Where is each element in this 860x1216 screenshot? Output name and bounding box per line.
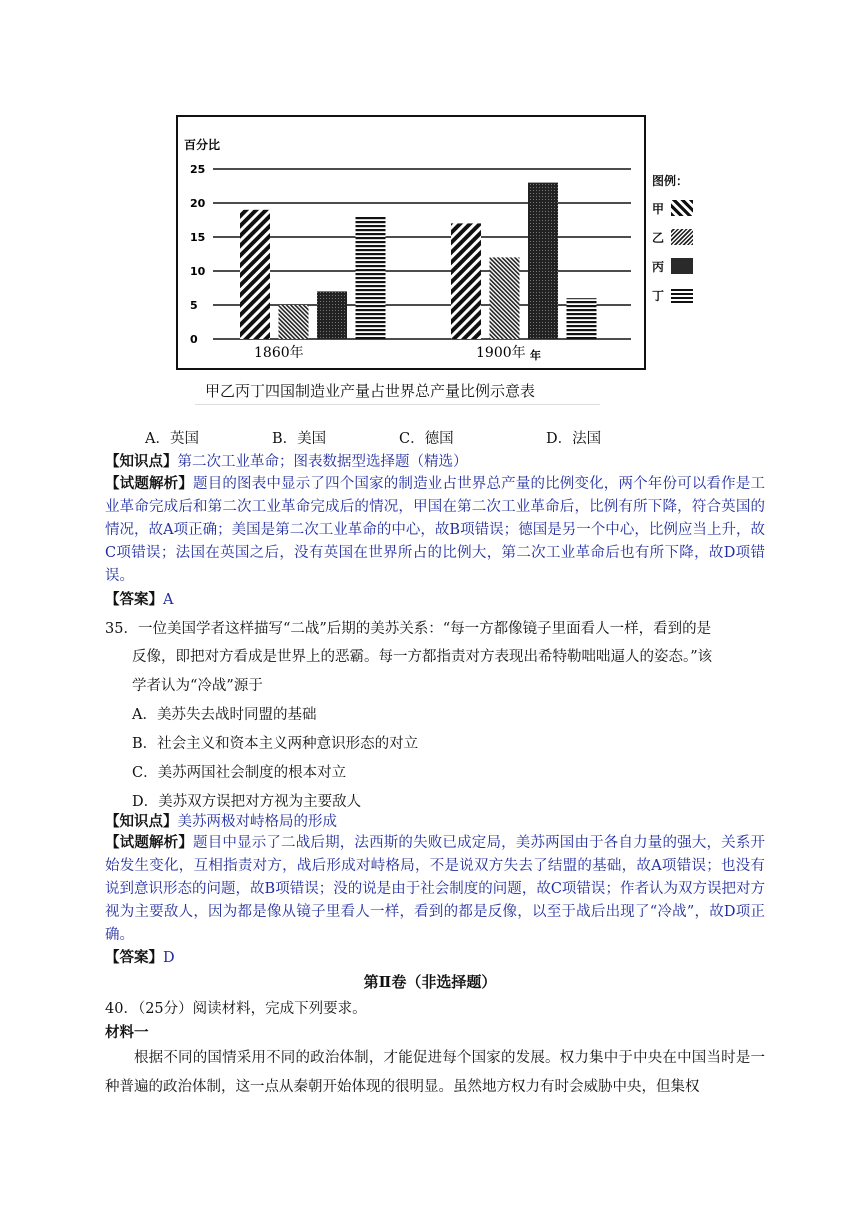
chart-caption: 甲乙丙丁四国制造业产量占世界总产量比例示意表 (205, 382, 536, 400)
bar-丙-1860年 (317, 291, 347, 339)
y-axis-label: 百分比 (184, 138, 221, 152)
q35-stem-line3: 学者认为“冷战”源于 (132, 678, 263, 694)
bar-丁-1900年 (567, 298, 597, 339)
x-category-label: 1900年 (476, 345, 526, 361)
section-title: 第Ⅱ卷（非选择题） (363, 973, 497, 991)
bar-乙-1900年 (490, 257, 520, 339)
legend-swatch (671, 229, 693, 245)
q35-option-b: B．社会主义和资本主义两种意识形态的对立 (132, 736, 419, 752)
q35-option-c: C．美苏两国社会制度的根本对立 (132, 765, 347, 781)
caption-underline (195, 404, 600, 405)
legend-swatch (671, 200, 693, 216)
y-tick-label: 10 (190, 265, 206, 278)
x-category-label: 1860年 (254, 345, 304, 361)
q35-answer: 【答案】D (105, 949, 175, 966)
q40-material: 根据不同的国情采用不同的政治体制，才能促进每个国家的发展。权力集中于中央在中国当时是一种普遍的政治体制，这一点从秦朝开始体现的很明显。虽然地方权力有时会威胁中央，但集权 (105, 1050, 765, 1095)
bar-甲-1860年 (240, 210, 270, 339)
q40-stem: 40．（25分）阅读材料，完成下列要求。 (105, 1001, 367, 1017)
q34-analysis: 【试题解析】题目的图表中显示了四个国家的制造业占世界总产量的比例变化，两个年份可以看作是工业革命完成后和第二次工业革命完成后的情况，甲国在第二次工业革命后，比例有所下降，符合英国的情况，故A项正确；美国是第二次工业革命的中心，故B项错误；德国是另一个中心，比例应当上升，故C项错误；法国在英国之后，没有英国在世界所占的比例大，第二次工业革命后也有所下降，故D项错误。 (105, 475, 766, 584)
q34-option-a: A．英国 (145, 431, 199, 447)
q35-stem-line1: 35．一位美国学者这样描写“二战”后期的美苏关系：“每一方都像镜子里面看人一样，看到的是 (105, 621, 712, 637)
legend-swatch (671, 258, 693, 274)
bar-丁-1860年 (356, 217, 386, 339)
q34-option-b: B．美国 (272, 431, 327, 447)
chart-legend (652, 172, 712, 313)
legend-item (652, 226, 712, 248)
q35-knowledge: 【知识点】美苏两极对峙格局的形成 (105, 813, 337, 830)
legend-item-label: 乙 (652, 230, 665, 245)
y-tick-label: 25 (190, 163, 206, 176)
q34-knowledge: 【知识点】第二次工业革命；图表数据型选择题（精选） (105, 453, 468, 470)
bar-甲-1900年 (451, 223, 481, 339)
y-tick-label: 15 (190, 231, 206, 244)
q34-option-d: D．法国 (546, 431, 602, 447)
legend-item-label: 丁 (652, 288, 665, 303)
x-axis-extra-label: 年 (530, 349, 541, 362)
q40-material-label: 材料一 (105, 1024, 149, 1041)
bar-乙-1860年 (279, 305, 309, 339)
q35-analysis: 【试题解析】题目中显示了二战后期，法西斯的失败已成定局，美苏两国由于各自力量的强大，关系开始发生变化，互相指责对方，战后形成对峙格局，不是说双方失去了结盟的基础，故A项错误；也没有说到意识形态的问题，故B项错误；没的说是由于社会制度的问题，故C项错误；作者认为双方误把对方视为主要敌人，因为都是像从镜子里看人一样，看到的都是反像，以至于战后出现了“冷战”，故D项正确。 (105, 834, 766, 943)
q34-options (145, 427, 601, 448)
q35-option-a: A．美苏失去战时同盟的基础 (132, 707, 317, 723)
legend-swatch (671, 287, 693, 303)
q35-option-d: D．美苏双方误把对方视为主要敌人 (132, 794, 362, 810)
y-tick-label: 5 (190, 299, 198, 312)
y-tick-label: 0 (190, 333, 198, 346)
legend-item-label: 丙 (652, 259, 665, 274)
q35-stem-line2: 反像，即把对方看成是世界上的恶霸。每一方都指责对方表现出希特勒咄咄逼人的姿态。”该 (132, 649, 713, 665)
legend-item (652, 255, 712, 277)
legend-item-label: 甲 (652, 201, 665, 216)
chart-frame (176, 115, 646, 370)
legend-item (652, 284, 712, 306)
bar-chart (178, 117, 644, 368)
y-tick-label: 20 (190, 197, 206, 210)
legend-item (652, 197, 712, 219)
bar-丙-1900年 (528, 183, 558, 339)
q34-answer: 【答案】A (105, 591, 174, 608)
legend-title-label: 图例： (652, 174, 689, 188)
q34-option-c: C．德国 (399, 431, 454, 447)
